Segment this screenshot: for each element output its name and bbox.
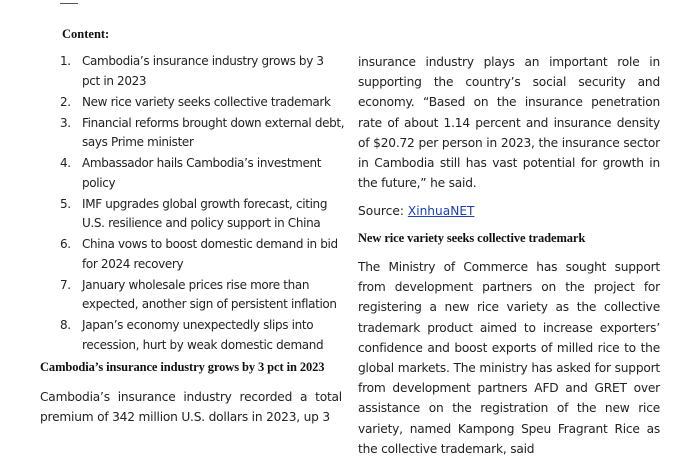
toc-text: Financial reforms brought down external debt, says Prime minister xyxy=(82,115,345,149)
article2-heading: New rice variety seeks collective trademark xyxy=(358,231,586,245)
toc-item[interactable] xyxy=(40,114,345,153)
toc-text: Japan’s economy unexpectedly slips into recession, hurt by weak domestic demand xyxy=(82,318,324,352)
source-label: Source: xyxy=(358,204,408,218)
toc-number: 6. xyxy=(60,237,71,251)
toc-number: 3. xyxy=(60,115,71,130)
toc-number: 2. xyxy=(60,94,71,109)
toc-number: 5. xyxy=(60,196,71,211)
toc-item[interactable] xyxy=(40,52,345,91)
toc-item[interactable] xyxy=(40,316,345,355)
toc-text: Cambodia’s insurance industry grows by 3 pct in 2023 xyxy=(82,54,324,88)
toc-number: 8. xyxy=(60,318,71,332)
toc-item[interactable] xyxy=(40,235,345,274)
toc-item[interactable] xyxy=(40,276,345,315)
article1-heading: Cambodia’s insurance industry grows by 3 pct in 2023 xyxy=(40,360,325,374)
article1-paragraph-right: insurance industry plays an important role in supporting the country’s social security and economy. “Based on the insurance penetration rate of about 1.14 percent and insurance density of $20.72 per person in 2023, the insurance sector in Cambodia still has vast potential for growth in the future,” he said. xyxy=(358,55,660,191)
page-edge-mark xyxy=(60,0,78,4)
content-heading: Content: xyxy=(62,27,110,41)
toc-item[interactable] xyxy=(40,93,345,113)
toc-number: 7. xyxy=(60,277,71,292)
source-link[interactable]: XinhuaNET xyxy=(407,204,475,218)
toc-text: New rice variety seeks collective trademark xyxy=(82,94,331,109)
toc-text: China vows to boost domestic demand in bid for 2024 recovery xyxy=(82,237,338,271)
toc-text: Ambassador hails Cambodia’s investment policy xyxy=(82,156,322,190)
table-of-contents xyxy=(40,52,345,357)
toc-item[interactable] xyxy=(40,154,345,193)
toc-number: 4. xyxy=(60,156,71,170)
toc-text: IMF upgrades global growth forecast, citing U.S. resilience and policy support in China xyxy=(82,196,328,230)
article2-paragraph: The Ministry of Commerce has sought support from development partners on the project for registering a new rice variety as the collective trademark product aimed to increase exporters’ confidence and boost exports of milled rice to the global markets. The ministry has asked for support from development partners AFD and GRET over assistance on the registration of the new rice variety, named Kampong Speu Fragrant Rice as the collective trademark, said xyxy=(358,260,660,456)
article1-paragraph-left: Cambodia’s insurance industry recorded a total premium of 342 million U.S. dollars in 2023, up 3 xyxy=(40,390,342,425)
toc-number: 1. xyxy=(60,54,71,68)
toc-item[interactable] xyxy=(40,195,345,234)
article1-source xyxy=(358,204,474,218)
toc-text: January wholesale prices rise more than expected, another sign of persistent inflation xyxy=(82,277,337,311)
